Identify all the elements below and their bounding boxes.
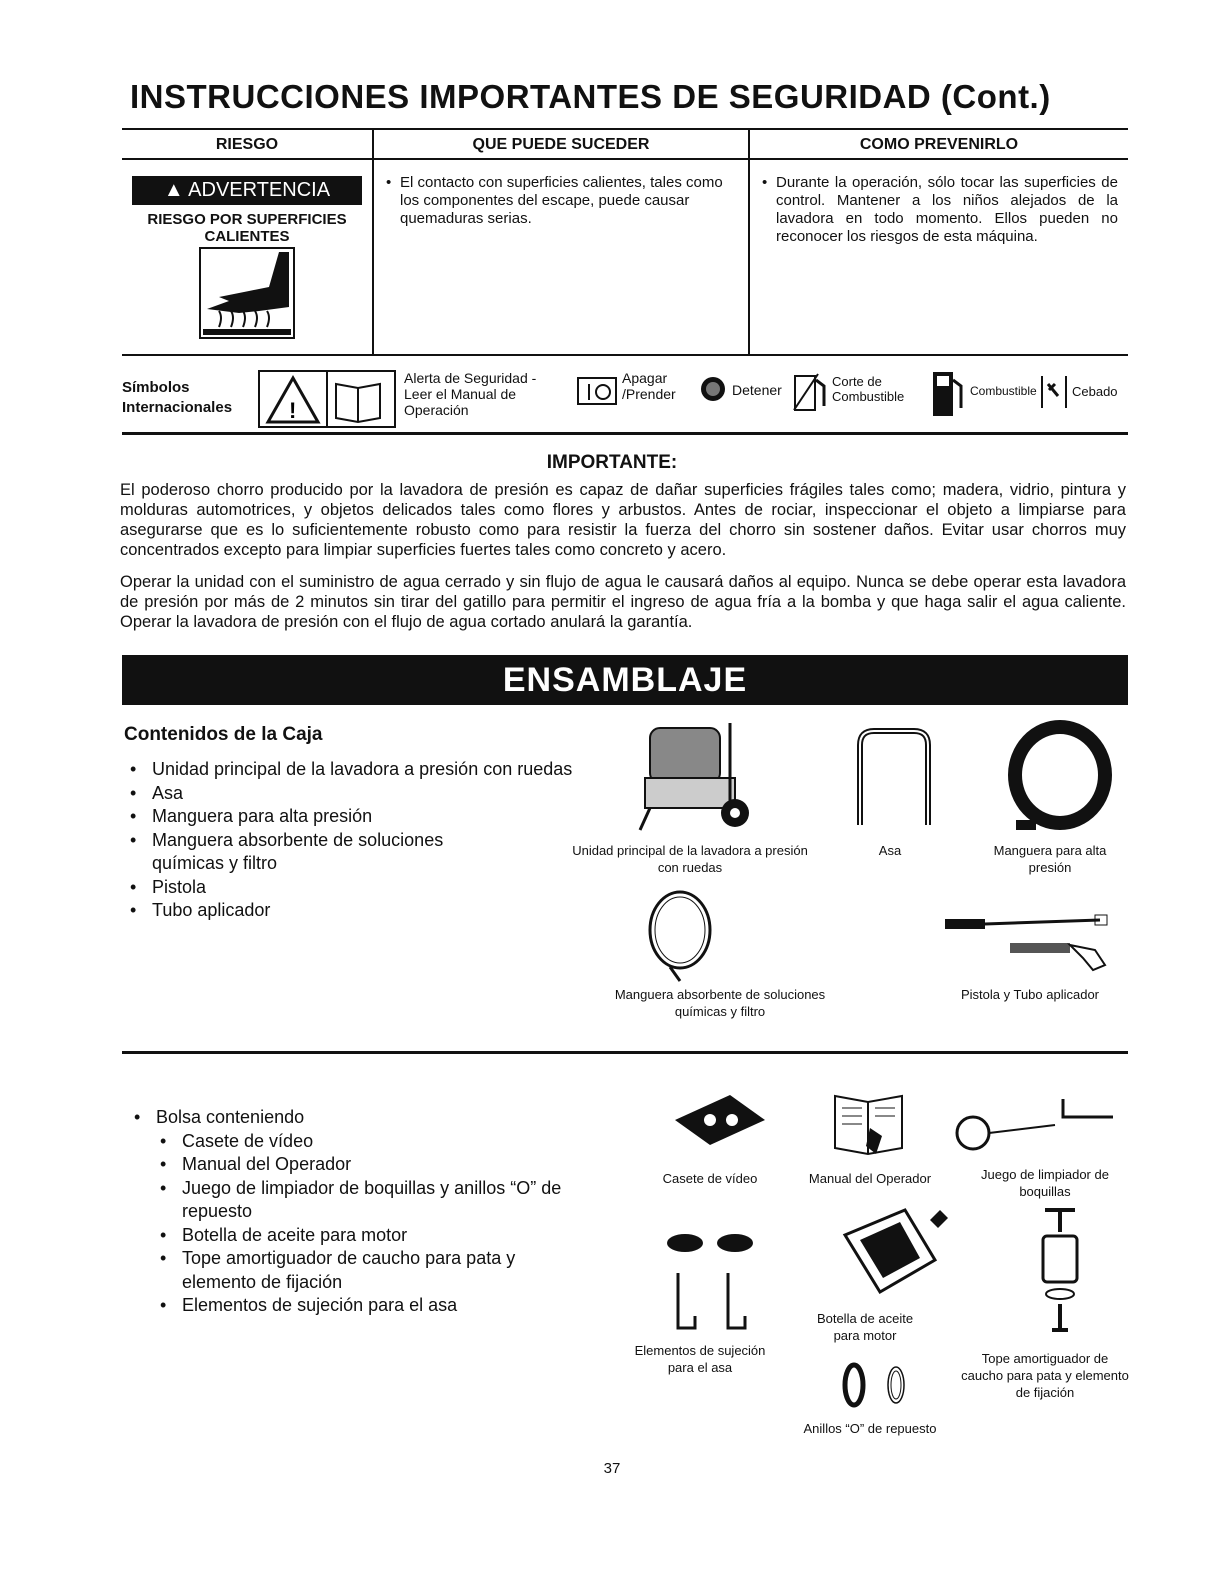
what-column bbox=[374, 130, 750, 354]
power-icon bbox=[577, 374, 619, 406]
alert-manual-icon bbox=[258, 370, 398, 428]
warning-badge: ▲ ADVERTENCIA bbox=[132, 176, 362, 205]
caption-bumper: Tope amortiguador de caucho para pata y elemento de fijación bbox=[961, 1351, 1129, 1400]
list-item: • Unidad principal de la lavadora a presión con ruedas bbox=[124, 758, 614, 782]
contents-heading: Contenidos de la Caja bbox=[124, 724, 323, 745]
prime-label: Cebado bbox=[1072, 384, 1118, 399]
alert-label: Alerta de Seguridad - Leer el Manual de Operación bbox=[404, 370, 537, 418]
handle-hardware-image bbox=[660, 1228, 780, 1338]
what-text: • El contacto con superficies calientes, tales como los componentes del escape, puede causar quemaduras serias. bbox=[374, 160, 748, 228]
list-item: • Tubo aplicador bbox=[124, 899, 614, 923]
fuel-label: Combustible bbox=[970, 384, 1037, 398]
list-item: • Pistola bbox=[124, 876, 614, 900]
high-pressure-hose-image bbox=[1000, 720, 1120, 840]
operator-manual-image bbox=[830, 1088, 910, 1158]
header-riesgo: RIESGO bbox=[122, 130, 372, 160]
page-number: 37 bbox=[603, 1460, 621, 1477]
important-paragraph-1: El poderoso chorro producido por la lavadora de presión es capaz de dañar superficies frágiles tales como; madera, vidrio, pintura y molduras automotrices, y objetos delicados tales como flores y arbustos. Antes de rociar, inspeccionar el objeto a limpiarse para asegurarse que es lo suficientemente robusto como para resistir la fuerza del chorro sin sostener daños. Evitar usar chorros muy concentrados excepto para limpiar superficies fuertes tales como concreto y acero. bbox=[120, 481, 1126, 559]
fuel-pump-icon bbox=[930, 368, 964, 418]
list-item: • Bolsa conteniendo bbox=[128, 1106, 618, 1130]
fuel-cut-icon bbox=[792, 370, 826, 414]
handle-image bbox=[840, 725, 940, 835]
caption-gun: Pistola y Tubo aplicador bbox=[960, 987, 1100, 1002]
divider bbox=[122, 1051, 1128, 1054]
o-rings-image bbox=[840, 1360, 920, 1410]
header-como-prevenirlo: COMO PREVENIRLO bbox=[750, 130, 1128, 160]
caption-unit: Unidad principal de la lavadora a presión con ruedas bbox=[572, 843, 808, 875]
risk-column bbox=[122, 130, 374, 354]
caption-orings: Anillos “O” de repuesto bbox=[803, 1421, 937, 1436]
list-item: • Elementos de sujeción para el asa bbox=[128, 1294, 618, 1318]
caption-hose: Manguera para alta presión bbox=[993, 843, 1107, 875]
caption-handle: Asa bbox=[878, 843, 902, 858]
prevent-column bbox=[750, 130, 1128, 354]
caption-chem-hose: Manguera absorbente de soluciones químicas y filtro bbox=[614, 987, 826, 1019]
list-item: • Asa bbox=[124, 782, 614, 806]
list-item: • Manual del Operador bbox=[128, 1153, 618, 1177]
header-que-puede-suceder: QUE PUEDE SUCEDER bbox=[374, 130, 748, 160]
gun-wand-image bbox=[940, 905, 1110, 975]
list-item: • Manguera para alta presión bbox=[124, 805, 614, 829]
safety-table bbox=[122, 128, 1128, 356]
hot-surface-icon bbox=[199, 247, 295, 339]
video-cassette-image bbox=[670, 1090, 770, 1150]
list-item: • Botella de aceite para motor bbox=[128, 1224, 618, 1248]
prevent-text: • Durante la operación, sólo tocar las superficies de control. Mantener a los niños alejados de la lavadora en todo momento. Ellos pueden no reconocer los riesgos de esta máquina. bbox=[750, 160, 1128, 246]
list-item: • Tope amortiguador de caucho para pata y elemento de fijación bbox=[128, 1247, 568, 1294]
warning-label: ADVERTENCIA bbox=[188, 179, 331, 201]
contents-list bbox=[124, 758, 614, 923]
caption-hardware: Elementos de sujeción para el asa bbox=[634, 1343, 766, 1375]
important-paragraph-2: Operar la unidad con el suministro de agua cerrado y sin flujo de agua le causará daños al equipo. Nunca se debe operar esta lavadora de presión por más de 2 minutos sin tirar del gatillo para permitir el ingreso de agua fría a la bomba y que haga salir el agua caliente. Operar la lavadora de presión con el flujo de agua cortado anulará la garantía. bbox=[120, 573, 1126, 631]
chemical-hose-image bbox=[640, 885, 720, 985]
list-item: • Casete de vídeo bbox=[128, 1130, 618, 1154]
section-banner: ENSAMBLAJE bbox=[122, 655, 1128, 705]
important-heading: IMPORTANTE: bbox=[546, 452, 678, 473]
page-title: INSTRUCCIONES IMPORTANTES DE SEGURIDAD (Cont.) bbox=[130, 78, 1051, 115]
caption-oil: Botella de aceite para motor bbox=[816, 1311, 914, 1343]
caption-manual: Manual del Operador bbox=[808, 1171, 932, 1186]
risk-title: RIESGO POR SUPERFICIES CALIENTES bbox=[147, 211, 347, 245]
power-label: Apagar /Prender bbox=[622, 370, 676, 402]
rubber-bumper-image bbox=[1035, 1200, 1085, 1340]
caption-video: Casete de vídeo bbox=[662, 1171, 758, 1186]
symbols-row bbox=[122, 366, 1128, 430]
fuel-cut-label: Corte de Combustible bbox=[832, 374, 905, 404]
pressure-washer-image bbox=[620, 718, 760, 838]
list-item: • Juego de limpiador de boquillas y anillos “O” de repuesto bbox=[128, 1177, 618, 1224]
caption-cleaner: Juego de limpiador de boquillas bbox=[981, 1167, 1109, 1199]
list-item: • Manguera absorbente de soluciones químicas y filtro bbox=[124, 829, 484, 876]
stop-label: Detener bbox=[732, 382, 782, 398]
nozzle-cleaner-image bbox=[945, 1095, 1115, 1155]
prime-icon bbox=[1040, 374, 1068, 410]
oil-bottle-image bbox=[835, 1200, 955, 1300]
stop-icon bbox=[700, 376, 726, 402]
svg-text:!: ! bbox=[289, 398, 297, 423]
symbols-label: Símbolos Internacionales bbox=[122, 379, 233, 416]
divider bbox=[122, 432, 1128, 435]
bag-list bbox=[128, 1106, 618, 1318]
